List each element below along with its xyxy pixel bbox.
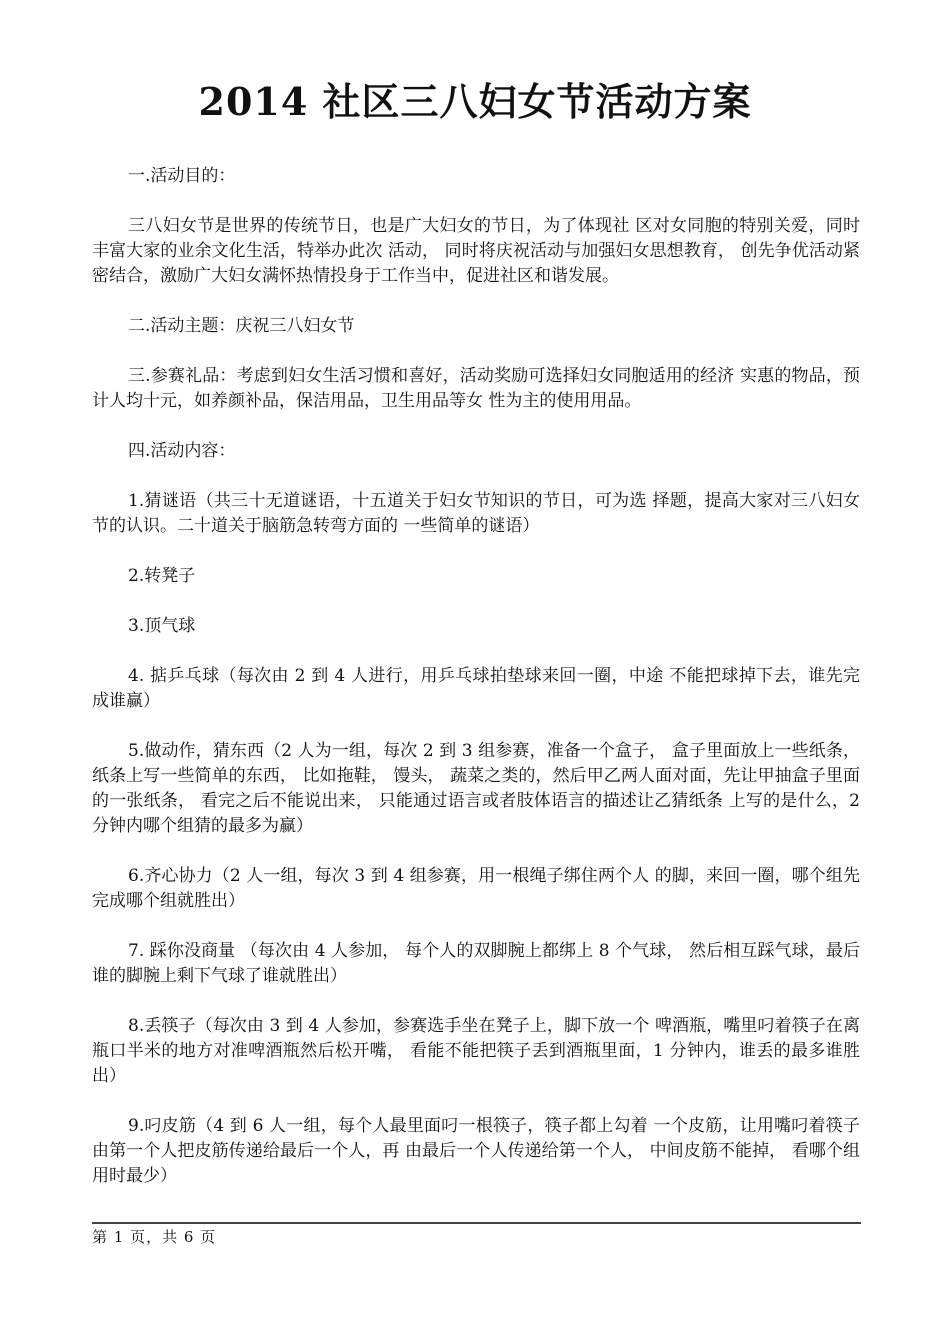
activity-item: 6.齐心协力（2 人一组，每次 3 到 4 组参赛，用一根绳子绑住两个人 的脚，来回一圈，哪个组先完成哪个组就胜出） xyxy=(92,866,860,911)
activity-item: 9.叼皮筋（4 到 6 人一组，每个人最里面叼一根筷子，筷子都上勾着 一个皮筋，让用嘴叼着筷子由第一个人把皮筋传递给最后一个人，再 由最后一个人传递给第一个人， 中间皮筋不能掉， 看哪个组用时最少） xyxy=(92,1116,860,1186)
document-title: 2014 社区三八妇女节活动方案 xyxy=(198,79,752,124)
section-heading-content: 四.活动内容： xyxy=(128,441,236,461)
activity-item: 2.转凳子 xyxy=(128,566,196,586)
section-heading-theme: 二.活动主题：庆祝三八妇女节 xyxy=(128,316,355,336)
paragraph-prizes: 三.参赛礼品：考虑到妇女生活习惯和喜好，活动奖励可选择妇女同胞适用的经济 实惠的物品，预计人均十元，如养颜补品，保洁用品，卫生用品等女 性为主的使用用品。 xyxy=(92,366,860,411)
activity-item: 5.做动作，猜东西（2 人为一组，每次 2 到 3 组参赛，准备一个盒子， 盒子里面放上一些纸条， 纸条上写一些简单的东西， 比如拖鞋， 馒头， 蔬菜之类的，然后甲乙两人面对面，先让甲抽盒子里面的一张纸条， 看完之后不能说出来， 只能通过语言或者肢体语言的描述让乙猜纸条 上写的是什么，2 分钟内哪个组猜的最多为赢） xyxy=(92,741,860,836)
footer-divider xyxy=(92,1222,861,1224)
activity-item: 8.丢筷子（每次由 3 到 4 人参加，参赛选手坐在凳子上，脚下放一个 啤酒瓶，嘴里叼着筷子在离瓶口半米的地方对准啤酒瓶然后松开嘴， 看能不能把筷子丢到酒瓶里面，1 分钟内，谁丢的最多谁胜出） xyxy=(92,1016,860,1086)
activity-item: 7. 踩你没商量 （每次由 4 人参加， 每个人的双脚腕上都绑上 8 个气球， 然后相互踩气球，最后谁的脚腕上剩下气球了谁就胜出） xyxy=(92,941,860,986)
section-heading-purpose: 一.活动目的： xyxy=(128,166,236,186)
activity-item: 1.猜谜语（共三十无道谜语，十五道关于妇女节知识的节日，可为选 择题，提高大家对三八妇女节的认识。二十道关于脑筋急转弯方面的 一些简单的谜语） xyxy=(92,491,860,536)
activity-item: 3.顶气球 xyxy=(128,616,196,636)
activity-item: 4. 掂乒乓球（每次由 2 到 4 人进行，用乒乓球拍垫球来回一圈，中途 不能把球掉下去，谁先完成谁赢） xyxy=(92,666,860,711)
paragraph-purpose: 三八妇女节是世界的传统节日，也是广大妇女的节日，为了体现社 区对女同胞的特别关爱，同时丰富大家的业余文化生活，特举办此次 活动， 同时将庆祝活动与加强妇女思想教育， 创先争优活动紧密结合，激励广大妇女满怀热情投身于工作当中，促进社区和谐发展。 xyxy=(92,216,860,286)
document-body xyxy=(92,164,860,1214)
page-number: 第 1 页，共 6 页 xyxy=(92,1228,217,1246)
